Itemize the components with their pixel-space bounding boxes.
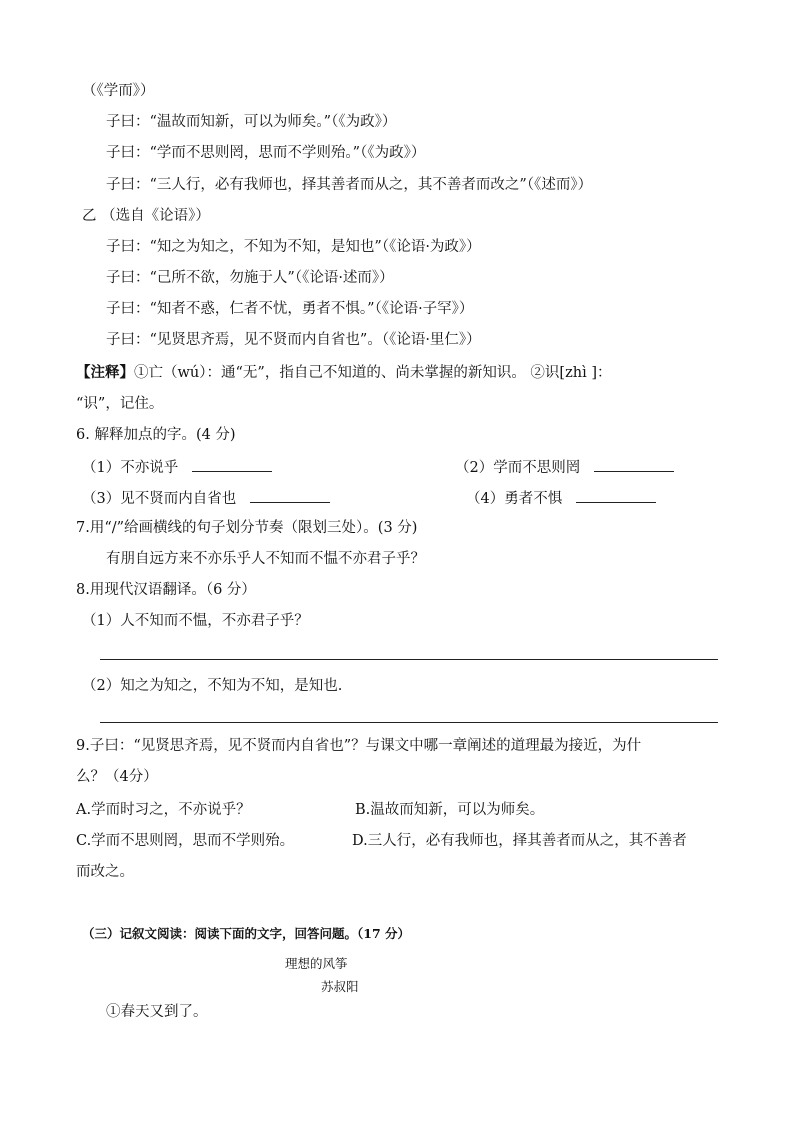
q9-option-c: C.学而不思则罔，思而不学则殆。 <box>76 833 295 849</box>
q6-item-3 <box>82 488 330 508</box>
yi-title: 乙 （选自《论语》） <box>82 208 210 224</box>
section3-heading: （三）记叙文阅读：阅读下面的文字，回答问题。（17 分） <box>82 926 410 941</box>
q9-title-2: 么？（4分） <box>76 769 158 785</box>
article-para-1: ①春天又到了。 <box>106 1004 208 1020</box>
answer-blank[interactable] <box>576 488 656 503</box>
q9-option-d: D.三人行，必有我师也，择其善者而从之，其不善者 <box>352 833 687 849</box>
q9-option-b: B.温故而知新，可以为师矣。 <box>355 802 545 818</box>
q6-item-2 <box>455 457 674 477</box>
answer-blank[interactable] <box>192 457 272 472</box>
q8-title: 8.用现代汉语翻译。（6 分） <box>76 582 256 598</box>
q7-title: 7.用“/”给画横线的句子划分节奏（限划三处）。(3 分) <box>76 520 418 536</box>
answer-line-1[interactable] <box>100 659 718 660</box>
note-text-1: ①亡（wú）：通“无”，指自己不知道的、尚未掌握的新知识。 ②识[zhì ]： <box>134 365 612 381</box>
jia-line-1: 子曰：“温故而知新，可以为师矣。”（《为政》） <box>106 114 397 130</box>
q6-item-2-text: （2）学而不思则罔 <box>455 460 581 476</box>
note-label: 【注释】 <box>76 364 134 381</box>
yi-line-4: 子曰：“见贤思齐焉，见不贤而内自省也”。（《论语·里仁》） <box>106 332 481 348</box>
q9-option-a: A.学而时习之，不亦说乎？ <box>76 802 251 818</box>
q9-option-d-cont: 而改之。 <box>76 864 134 880</box>
q8-item-2: （2）知之为知之，不知为不知，是知也. <box>82 678 343 694</box>
jia-line-3: 子曰：“三人行，必有我师也，择其善者而从之，其不善者而改之”（《述而》） <box>106 177 593 193</box>
q6-item-4-text: （4）勇者不惧 <box>466 491 563 507</box>
article-author: 苏叔阳 <box>321 979 359 994</box>
jia-line-2: 子曰：“学而不思则罔，思而不学则殆。”（《为政》） <box>106 145 426 161</box>
jia-tail: （《学而》） <box>82 83 155 99</box>
answer-line-2[interactable] <box>100 722 718 723</box>
q6-item-3-text: （3）见不贤而内自省也 <box>82 491 237 507</box>
q8-item-1: （1）人不知而不愠，不亦君子乎？ <box>82 613 309 629</box>
yi-line-2: 子曰：“己所不欲，勿施于人”（《论语·述而》） <box>106 270 394 286</box>
q7-sentence: 有朋自远方来不亦乐乎人不知而不愠不亦君子乎？ <box>106 551 425 567</box>
note-line-2: “识”，记住。 <box>76 396 164 412</box>
q6-title: 6. 解释加点的字。(4 分) <box>76 427 236 443</box>
q6-item-4 <box>466 488 656 508</box>
answer-blank[interactable] <box>250 488 330 503</box>
q6-item-1 <box>82 457 272 477</box>
q6-item-1-text: （1）不亦说乎 <box>82 460 179 476</box>
article-title: 理想的风筝 <box>285 956 348 971</box>
yi-line-3: 子曰：“知者不惑，仁者不忧，勇者不惧。”（《论语·子罕》） <box>106 301 474 317</box>
yi-line-1: 子曰：“知之为知之，不知为不知，是知也”（《论语·为政》） <box>106 239 481 255</box>
note-line-1 <box>76 364 611 382</box>
answer-blank[interactable] <box>594 457 674 472</box>
q9-title-1: 9.子曰：“见贤思齐焉，见不贤而内自省也”？与课文中哪一章阐述的道理最为接近，为什 <box>76 738 642 754</box>
